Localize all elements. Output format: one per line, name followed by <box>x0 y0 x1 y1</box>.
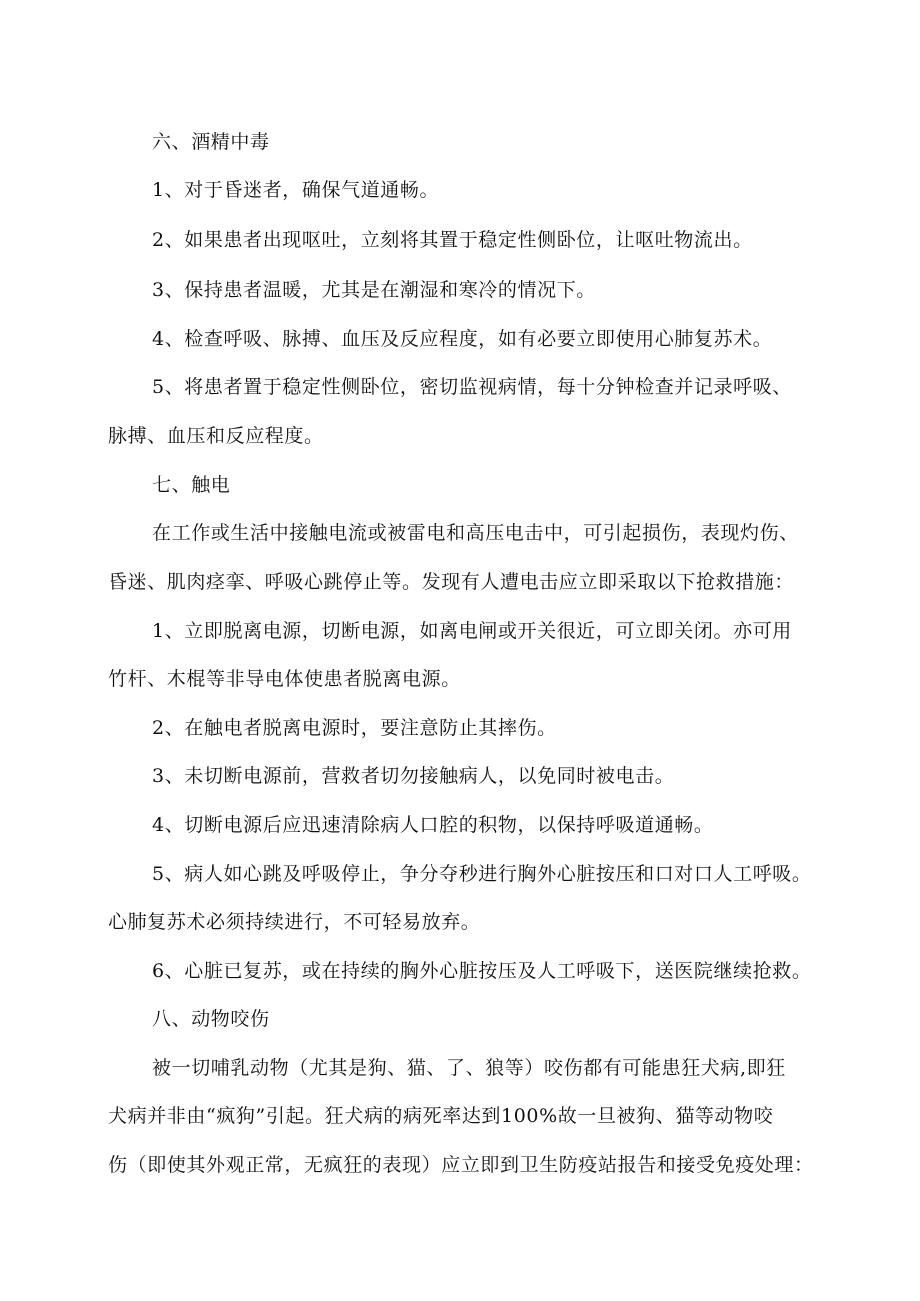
paragraph-line: 4、切断电源后应迅速清除病人口腔的积物，以保持呼吸道通畅。 <box>152 814 714 836</box>
paragraph-line: 2、如果患者出现呕吐，立刻将其置于稳定性侧卧位，让呕吐物流出。 <box>152 229 753 251</box>
paragraph-line: 昏迷、肌肉痉挛、呼吸心跳停止等。发现有人遭电击应立即采取以下抢救措施： <box>108 571 795 593</box>
paragraph-line: 3、未切断电源前，营救者切勿接触病人，以免同时被电击。 <box>152 765 675 787</box>
paragraph-line: 心肺复苏术必须持续进行，不可轻易放弃。 <box>108 911 481 933</box>
paragraph-line: 3、保持患者温暖，尤其是在潮湿和寒冷的情况下。 <box>152 279 596 301</box>
paragraph-line: 伤（即使其外观正常，无疯狂的表现）应立即到卫生防疫站报告和接受免疫处理： <box>108 1154 814 1176</box>
section-heading-electric-shock: 七、触电 <box>152 474 231 496</box>
paragraph-line: 竹杆、木棍等非导电体使患者脱离电源。 <box>108 668 461 690</box>
paragraph-line: 6、心脏已复苏，或在持续的胸外心脏按压及人工呼吸下，送医院继续抢救。 <box>152 960 812 982</box>
paragraph-line: 犬病并非由“疯狗”引起。狂犬病的病死率达到100%故一旦被狗、猫等动物咬 <box>108 1105 774 1127</box>
paragraph-line: 在工作或生活中接触电流或被雷电和高压电击中，可引起损伤，表现灼伤、 <box>152 522 799 544</box>
paragraph-line: 4、检查呼吸、脉搏、血压及反应程度，如有必要立即使用心肺复苏术。 <box>152 328 773 350</box>
paragraph-line: 5、病人如心跳及呼吸停止，争分夺秒进行胸外心脏按压和口对口人工呼吸。 <box>152 863 812 885</box>
section-heading-alcohol-poisoning: 六、酒精中毒 <box>152 131 270 153</box>
paragraph-line: 被一切哺乳动物（尤其是狗、猫、了、狼等）咬伤都有可能患狂犬病,即狂 <box>152 1057 786 1079</box>
paragraph-line: 脉搏、血压和反应程度。 <box>108 425 324 447</box>
paragraph-line: 1、对于昏迷者，确保气道通畅。 <box>152 179 440 201</box>
paragraph-line: 2、在触电者脱离电源时，要注意防止其摔伤。 <box>152 717 557 739</box>
paragraph-line: 5、将患者置于稳定性侧卧位，密切监视病情，每十分钟检查并记录呼吸、 <box>152 376 792 398</box>
section-heading-animal-bites: 八、动物咬伤 <box>152 1008 270 1030</box>
paragraph-line: 1、立即脱离电源，切断电源，如离电闸或开关很近，可立即关闭。亦可用 <box>152 620 792 642</box>
